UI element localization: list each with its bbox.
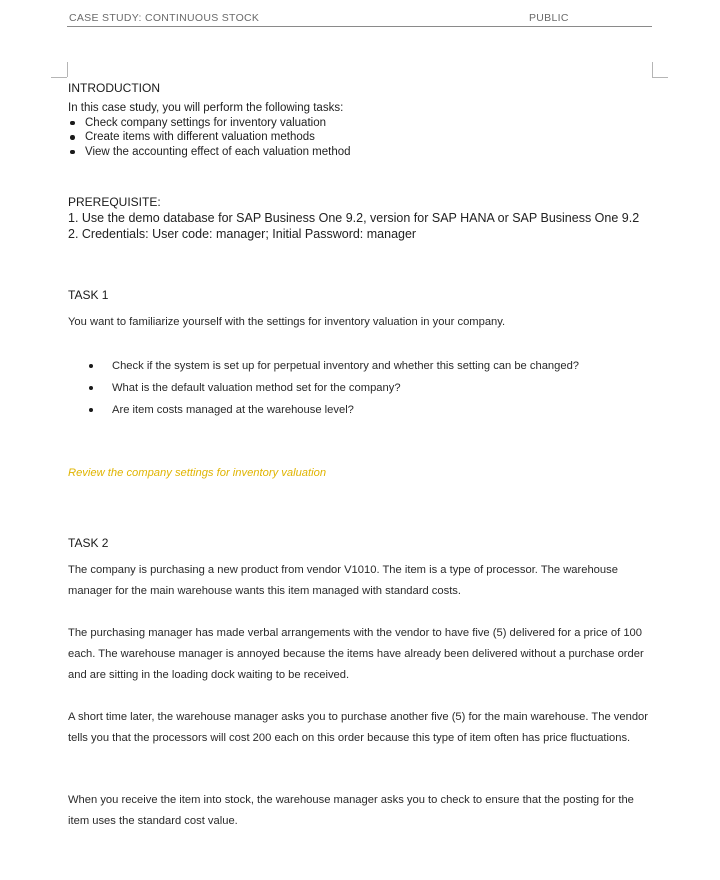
list-item: View the accounting effect of each valuation method: [68, 145, 628, 160]
task2-paragraph-3: A short time later, the warehouse manager asks you to purchase another five (5) for the main warehouse. The vendor tells you that the processors will cost 200 each on this order because this type of item often has price fluctuations.: [68, 711, 648, 744]
task1-heading: TASK 1: [68, 288, 109, 302]
list-item: Check company settings for inventory valuation: [68, 116, 628, 131]
crop-mark-left-horizontal: [51, 77, 67, 78]
prerequisite-section: [68, 210, 652, 242]
introduction-heading: INTRODUCTION: [68, 81, 160, 95]
task2-paragraph-2: The purchasing manager has made verbal arrangements with the vendor to have five (5) delivered for a price of 100 each. The warehouse manager is annoyed because the items have already been delivered without a purchase order and are sitting in the loading dock waiting to be received.: [68, 627, 644, 681]
list-item: Are item costs managed at the warehouse level?: [89, 403, 649, 425]
prerequisite-line-2: 2. Credentials: User code: manager; Initial Password: manager: [68, 227, 417, 241]
task1-question-list: [89, 359, 649, 425]
list-item: Check if the system is set up for perpetual inventory and whether this setting can be changed?: [89, 359, 649, 381]
prerequisite-line-1: 1. Use the demo database for SAP Business One 9.2, version for SAP HANA or SAP Business One 9.2: [68, 211, 640, 225]
prerequisite-heading: PREREQUISITE:: [68, 195, 161, 209]
task1-intro: You want to familiarize yourself with the settings for inventory valuation in your company.: [68, 316, 506, 328]
crop-mark-left: [67, 62, 68, 77]
list-item: What is the default valuation method set for the company?: [89, 381, 649, 403]
task2-heading: TASK 2: [68, 536, 109, 550]
header-document-title: CASE STUDY: CONTINUOUS STOCK: [69, 12, 260, 24]
task1-review-link[interactable]: Review the company settings for inventory valuation: [68, 467, 327, 479]
task2-paragraph-4: When you receive the item into stock, the warehouse manager asks you to check to ensure that the posting for the item uses the standard cost value.: [68, 794, 634, 827]
introduction-lead: In this case study, you will perform the following tasks:: [68, 102, 344, 114]
crop-mark-right-horizontal: [652, 77, 668, 78]
introduction-task-list: [68, 116, 628, 160]
list-item: Create items with different valuation methods: [68, 130, 628, 145]
task2-paragraph-1: The company is purchasing a new product from vendor V1010. The item is a type of processor. The warehouse manager for the main warehouse wants this item managed with standard costs.: [68, 564, 618, 597]
crop-mark-right: [652, 62, 653, 77]
header-classification: PUBLIC: [529, 12, 569, 24]
introduction-section: [68, 101, 628, 159]
header-rule: [67, 26, 652, 27]
